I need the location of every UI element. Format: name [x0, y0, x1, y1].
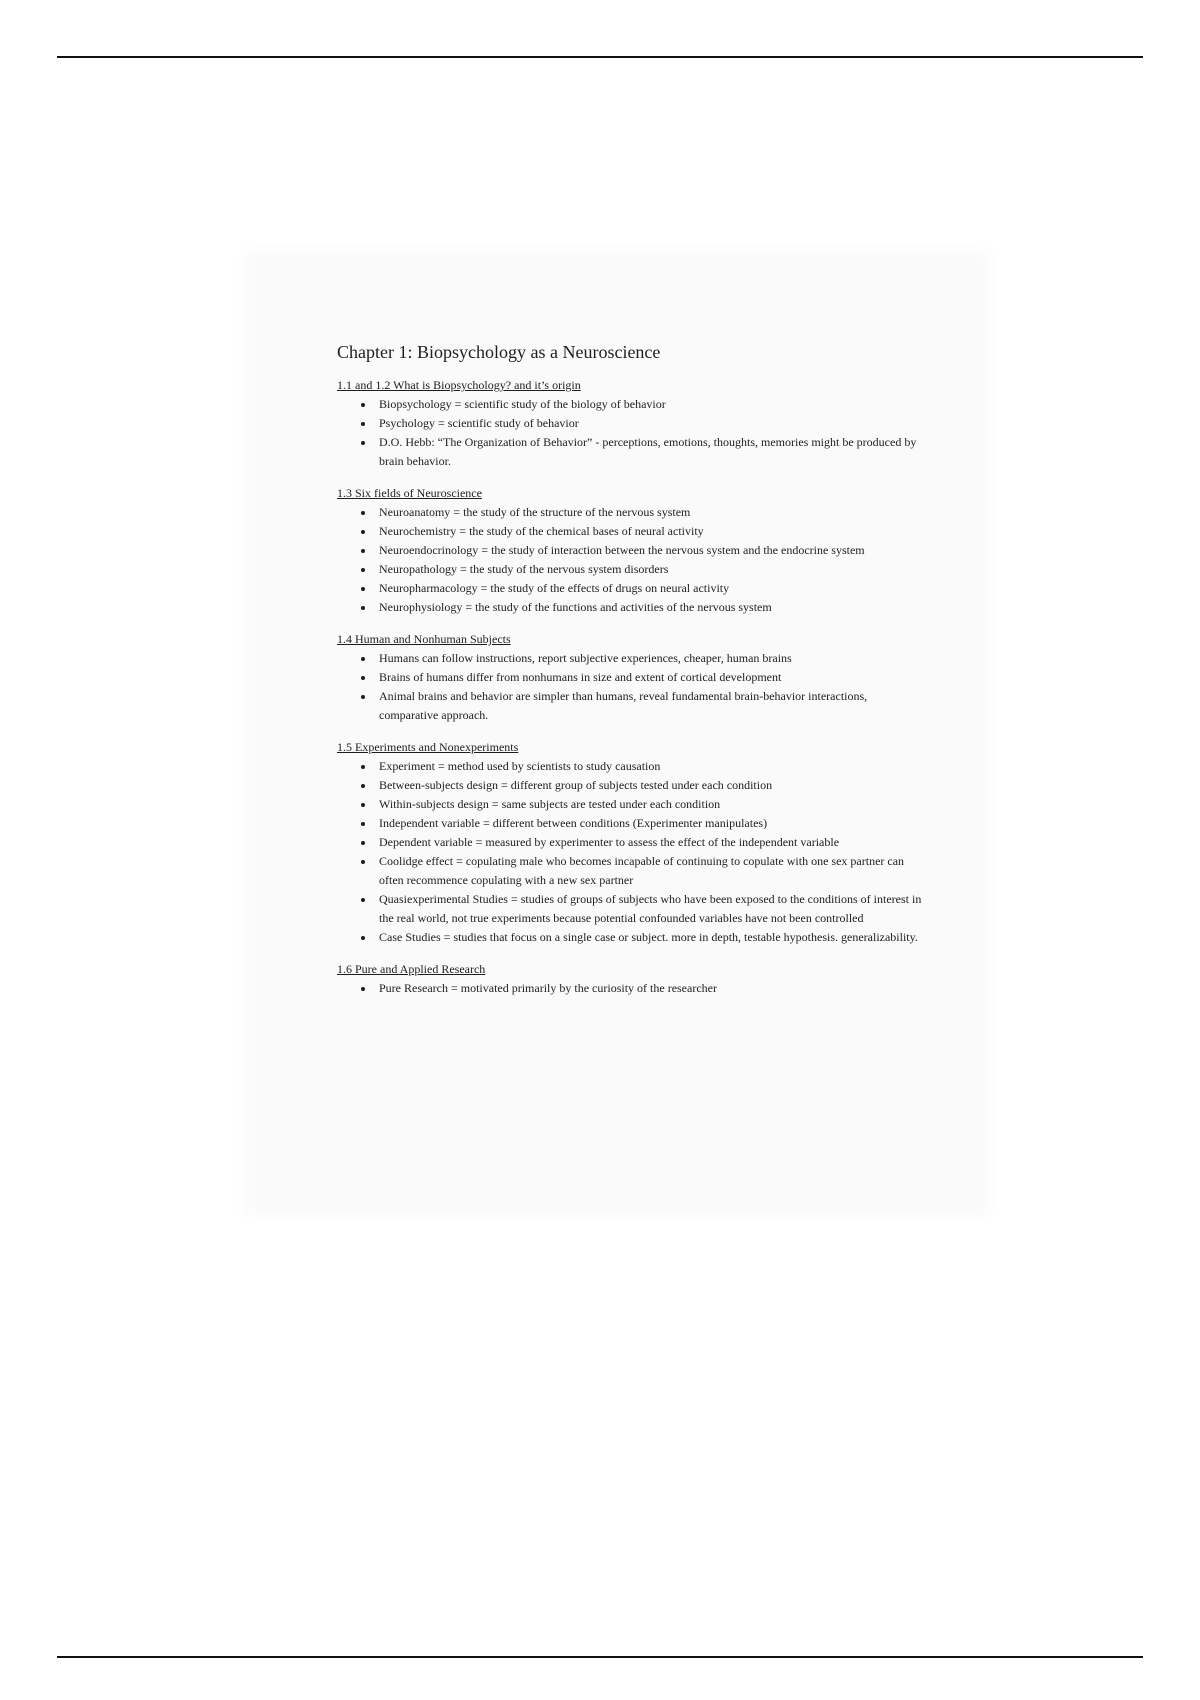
list-item	[337, 433, 927, 471]
bullet-icon	[361, 657, 365, 661]
list-item	[337, 814, 927, 833]
bullet-list	[337, 503, 927, 617]
document-title: Chapter 1: Biopsychology as a Neuroscience	[337, 342, 661, 362]
bullet-icon	[361, 676, 365, 680]
bullet-icon	[361, 511, 365, 515]
list-item-text: Psychology = scientific study of behavior	[379, 416, 579, 430]
list-item-text: Dependent variable = measured by experimenter to assess the effect of the independent variable	[379, 835, 840, 849]
list-item-text: Independent variable = different between conditions (Experimenter manipulates)	[379, 816, 768, 830]
list-item-text: Coolidge effect = copulating male who becomes incapable of continuing to copulate with one sex partner can often recommence copulating with a new sex partner	[379, 854, 905, 887]
bullet-icon	[361, 695, 365, 699]
list-item-text: Pure Research = motivated primarily by the curiosity of the researcher	[379, 981, 717, 995]
list-item-text: Neuropharmacology = the study of the effects of drugs on neural activity	[379, 581, 730, 595]
bullet-icon	[361, 530, 365, 534]
bullet-icon	[361, 898, 365, 902]
list-item	[337, 668, 927, 687]
bullet-icon	[361, 803, 365, 807]
bullet-list	[337, 649, 927, 725]
bullet-icon	[361, 587, 365, 591]
section-heading: 1.5 Experiments and Nonexperiments	[337, 740, 519, 754]
list-item-text: Quasiexperimental Studies = studies of groups of subjects who have been exposed to the conditions of interest in the real world, not true experiments because potential confounded variables have not been controlled	[379, 892, 922, 925]
section-human-nonhuman	[337, 631, 927, 725]
list-item	[337, 833, 927, 852]
list-item	[337, 541, 927, 560]
bullet-icon	[361, 822, 365, 826]
bullet-list	[337, 757, 927, 947]
list-item-text: Neuroendocrinology = the study of interaction between the nervous system and the endocrine system	[379, 543, 865, 557]
list-item-text: Within-subjects design = same subjects are tested under each condition	[379, 797, 721, 811]
bullet-icon	[361, 784, 365, 788]
list-item-text: Brains of humans differ from nonhumans in size and extent of cortical development	[379, 670, 782, 684]
bullet-icon	[361, 441, 365, 445]
list-item	[337, 503, 927, 522]
bullet-list	[337, 395, 927, 471]
list-item-text: Experiment = method used by scientists to study causation	[379, 759, 661, 773]
bullet-icon	[361, 568, 365, 572]
list-item	[337, 890, 927, 928]
list-item-text: Humans can follow instructions, report subjective experiences, cheaper, human brains	[379, 651, 792, 665]
list-item	[337, 979, 927, 998]
bullet-icon	[361, 765, 365, 769]
list-item	[337, 776, 927, 795]
section-heading: 1.4 Human and Nonhuman Subjects	[337, 632, 511, 646]
top-rule	[57, 56, 1143, 58]
section-what-is-biopsychology	[337, 377, 927, 471]
bullet-icon	[361, 549, 365, 553]
section-heading: 1.1 and 1.2 What is Biopsychology? and it’s origin	[337, 378, 581, 392]
bullet-icon	[361, 422, 365, 426]
list-item	[337, 649, 927, 668]
document-content	[337, 340, 927, 1012]
bullet-icon	[361, 606, 365, 610]
list-item-text: Animal brains and behavior are simpler than humans, reveal fundamental brain-behavior interactions, comparative approach.	[379, 689, 868, 722]
list-item-text: D.O. Hebb: “The Organization of Behavior” - perceptions, emotions, thoughts, memories might be produced by brain behavior.	[379, 435, 917, 468]
bottom-rule	[57, 1656, 1143, 1658]
list-item	[337, 852, 927, 890]
bullet-icon	[361, 860, 365, 864]
list-item	[337, 757, 927, 776]
list-item	[337, 795, 927, 814]
list-item-text: Between-subjects design = different group of subjects tested under each condition	[379, 778, 773, 792]
bullet-list	[337, 979, 927, 998]
list-item	[337, 414, 927, 433]
section-heading: 1.6 Pure and Applied Research	[337, 962, 486, 976]
section-pure-applied	[337, 961, 927, 998]
bullet-icon	[361, 987, 365, 991]
list-item-text: Neuroanatomy = the study of the structure of the nervous system	[379, 505, 691, 519]
section-experiments	[337, 739, 927, 947]
list-item	[337, 687, 927, 725]
list-item-text: Neurochemistry = the study of the chemical bases of neural activity	[379, 524, 704, 538]
document-page-image	[254, 260, 980, 1206]
list-item	[337, 395, 927, 414]
bullet-icon	[361, 403, 365, 407]
bullet-icon	[361, 841, 365, 845]
list-item	[337, 928, 927, 947]
section-six-fields	[337, 485, 927, 617]
list-item	[337, 522, 927, 541]
section-heading: 1.3 Six fields of Neuroscience	[337, 486, 482, 500]
list-item-text: Biopsychology = scientific study of the biology of behavior	[379, 397, 666, 411]
list-item	[337, 598, 927, 617]
bullet-icon	[361, 936, 365, 940]
list-item	[337, 579, 927, 598]
list-item	[337, 560, 927, 579]
list-item-text: Case Studies = studies that focus on a single case or subject. more in depth, testable hypothesis. generalizability.	[379, 930, 918, 944]
list-item-text: Neuropathology = the study of the nervous system disorders	[379, 562, 669, 576]
list-item-text: Neurophysiology = the study of the functions and activities of the nervous system	[379, 600, 772, 614]
